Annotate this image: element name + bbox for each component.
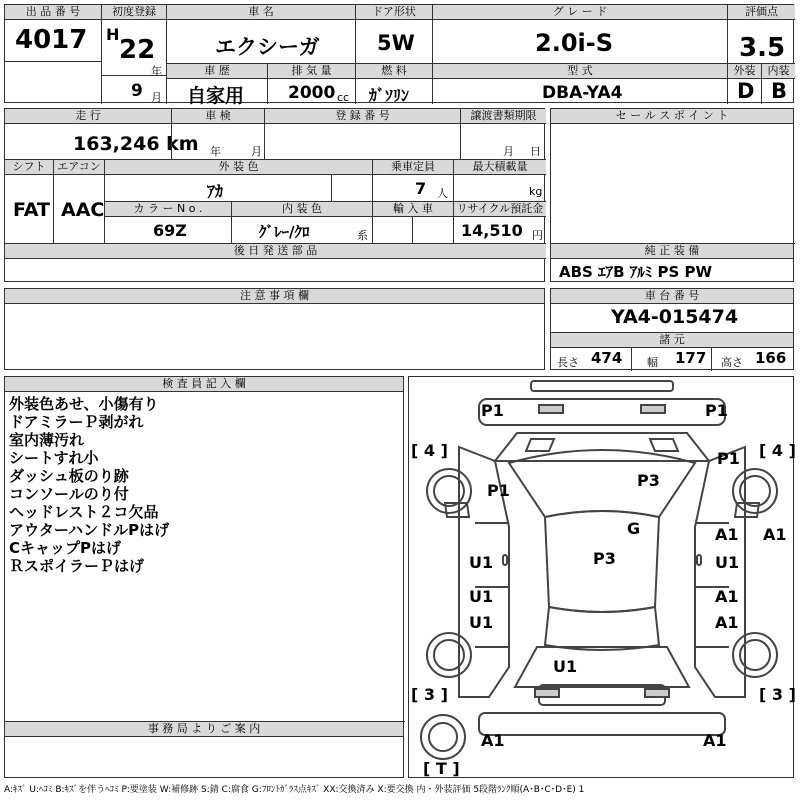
inspector-header: 検 査 員 記 入 欄 — [5, 377, 403, 392]
damage-mark: [ 3 ] — [411, 685, 448, 704]
shift: FAT — [13, 199, 50, 221]
transfer-month-unit: 月 — [503, 145, 514, 158]
transfer-header: 譲渡書類期限 — [461, 109, 546, 124]
max-load-unit: kg — [529, 185, 543, 198]
displacement-unit: cc — [337, 91, 350, 104]
capacity-unit: 人 — [437, 187, 448, 200]
notes-header: 注 意 事 項 欄 — [5, 289, 544, 304]
grade: 2.0i-S — [535, 29, 613, 57]
capacity-header: 乗車定員 — [373, 160, 453, 175]
shift-header: シフト — [5, 160, 53, 175]
int-color-header: 内 装 色 — [232, 202, 372, 217]
office-header: 事 務 局 よ り ご 案 内 — [5, 722, 403, 737]
aircon-header: エアコン — [54, 160, 104, 175]
top-section — [4, 4, 794, 107]
lot-header: 出 品 番 号 — [5, 5, 101, 20]
damage-mark: A1 — [715, 525, 739, 544]
fuel-header: 燃 料 — [356, 64, 432, 79]
capacity: 7 — [415, 179, 427, 198]
era: H — [106, 25, 120, 44]
inspector-note-line: ＲスポイラーＰはげ — [9, 557, 145, 575]
inspector-note-line: 室内薄汚れ — [9, 431, 85, 449]
height-value: 166 — [755, 349, 787, 367]
chassis-header: 車 台 番 号 — [551, 289, 793, 304]
door-type: 5W — [377, 31, 415, 55]
damage-mark: A1 — [481, 731, 505, 750]
grade-header: グ レ ー ド — [433, 5, 727, 20]
color-no-header: カ ラ ー N o . — [105, 202, 231, 217]
interior-header: 内装 — [762, 63, 795, 79]
exterior-grade: D — [737, 79, 755, 103]
damage-mark: A1 — [763, 525, 787, 544]
length-value: 474 — [591, 349, 623, 367]
model-code: DBA-YA4 — [542, 83, 623, 103]
history-header: 車 歴 — [167, 64, 267, 79]
score: 3.5 — [739, 33, 786, 63]
damage-mark: P1 — [487, 481, 510, 500]
chassis-number: YA4-015474 — [611, 306, 739, 328]
inspector-note-line: CキャップPはげ — [9, 539, 122, 557]
history: 自家用 — [187, 85, 245, 107]
recycle-unit: 円 — [532, 229, 543, 242]
damage-mark: A1 — [715, 587, 739, 606]
aircon: AAC — [61, 199, 105, 221]
car-diagram-section — [408, 376, 794, 778]
width-value: 177 — [675, 349, 707, 367]
inspector-note-line: ダッシュ板のり跡 — [9, 467, 129, 485]
length-label: 長さ — [557, 356, 579, 369]
exterior-header: 外装 — [728, 63, 761, 79]
reg-year-unit: 年 — [151, 65, 162, 78]
reg-month-unit: 月 — [151, 91, 162, 104]
int-color: ｸﾞﾚｰ/ｸﾛ — [259, 223, 310, 241]
height-label: 高さ — [721, 356, 743, 369]
inspector-note-line: ドアミラーＰ剥がれ — [9, 413, 144, 431]
damage-mark: U1 — [715, 553, 740, 572]
sales-point-header: セ ー ル ス ポ イ ン ト — [551, 109, 793, 124]
damage-mark: P3 — [637, 471, 660, 490]
inspector-note-line: ヘッドレスト２コ欠品 — [9, 503, 159, 521]
ext-color: ｱｶ — [207, 182, 224, 201]
int-color-unit: 系 — [357, 229, 368, 242]
displacement-header: 排 気 量 — [268, 64, 355, 79]
reg-month: 9 — [131, 81, 143, 101]
inspector-note-line: アウターハンドルPはげ — [9, 521, 170, 539]
damage-mark: P1 — [705, 401, 728, 420]
recycle-header: リサイクル預託金 — [454, 202, 546, 217]
equipment: ABS ｴｱB ｱﾙﾐ PS PW — [559, 263, 713, 281]
damage-mark: U1 — [469, 613, 494, 632]
interior-grade: B — [771, 79, 788, 103]
sales-point-section — [550, 108, 794, 282]
damage-mark: U1 — [469, 587, 494, 606]
damage-mark: [ 4 ] — [411, 441, 448, 460]
damage-mark: P1 — [481, 401, 504, 420]
inspector-section — [4, 376, 404, 778]
notes-section — [4, 288, 545, 370]
damage-mark: [ 4 ] — [759, 441, 796, 460]
inspector-note-line: 外装色あせ、小傷有り — [9, 395, 159, 413]
damage-mark: P3 — [593, 549, 616, 568]
reg-no-header: 登 録 番 号 — [265, 109, 460, 124]
mileage-header: 走 行 — [5, 109, 171, 124]
model-header: 型 式 — [433, 64, 727, 79]
damage-mark: G — [627, 519, 641, 538]
chassis-section — [550, 288, 794, 370]
damage-mark: A1 — [715, 613, 739, 632]
damage-mark: A1 — [703, 731, 727, 750]
displacement: 2000 — [288, 83, 336, 103]
car-diagram — [409, 377, 795, 779]
damage-mark: P1 — [717, 449, 740, 468]
dims-header: 諸 元 — [551, 332, 793, 348]
car-name-header: 車 名 — [167, 5, 355, 20]
equipment-header: 純 正 装 備 — [551, 244, 793, 259]
lot-number: 4017 — [15, 25, 88, 55]
damage-mark: U1 — [469, 553, 494, 572]
inspection-month-unit: 月 — [251, 145, 262, 158]
import-header: 輸 入 車 — [373, 202, 453, 217]
first-reg-header: 初度登録 — [102, 5, 166, 20]
damage-mark: U1 — [553, 657, 578, 676]
car-name: エクシーガ — [215, 35, 320, 59]
inspector-notes — [9, 395, 169, 575]
inspection-header: 車 検 — [172, 109, 264, 124]
door-header: ドア形状 — [356, 5, 432, 20]
inspection-year-unit: 年 — [210, 145, 221, 158]
max-load-header: 最大積載量 — [454, 160, 546, 175]
color-no: 69Z — [153, 221, 187, 240]
damage-legend: A:ｷｽﾞ U:ﾍｺﾐ B:ｷｽﾞを伴うﾍｺﾐ P:要塗装 W:補修跡 S:錆 C:腐食 G:ﾌﾛﾝﾄｶﾞﾗｽ点ｷｽﾞ XX:交換済み X:要交換 内・外装評価 5段階ﾗﾝｸ順(A･B･C･D･E) 1 — [4, 785, 585, 795]
damage-mark: [ T ] — [423, 759, 460, 778]
reg-year: 22 — [119, 35, 156, 65]
spec-section — [4, 108, 545, 282]
mileage: 163,246 km — [73, 133, 199, 155]
fuel: ｶﾞｿﾘﾝ — [369, 86, 410, 105]
transfer-day-unit: 日 — [530, 145, 541, 158]
width-label: 幅 — [647, 356, 658, 369]
later-parts-header: 後 日 発 送 部 品 — [5, 244, 546, 259]
score-header: 評価点 — [728, 5, 795, 20]
inspector-note-line: コンソールのり付 — [9, 485, 129, 503]
ext-color-header: 外 装 色 — [105, 160, 372, 175]
inspector-note-line: シートすれ小 — [9, 449, 99, 467]
damage-mark: [ 3 ] — [759, 685, 796, 704]
recycle-fee: 14,510 — [461, 221, 523, 240]
